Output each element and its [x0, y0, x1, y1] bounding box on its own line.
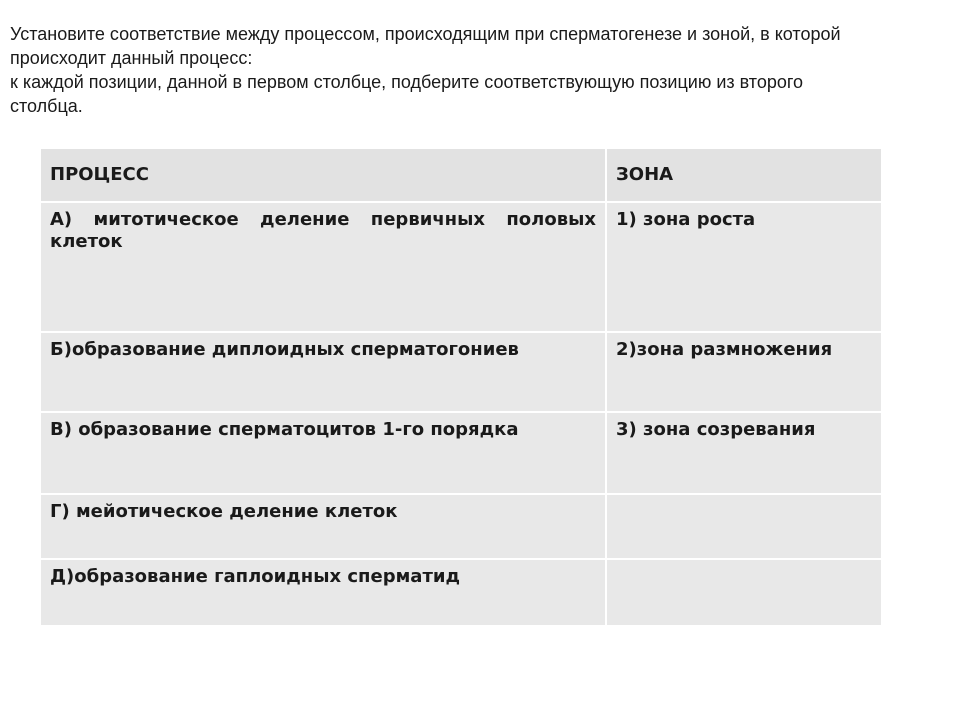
zone-cell-empty-4 — [607, 495, 881, 560]
zone-cell-2: 2)зона размножения — [607, 333, 881, 413]
matching-table — [41, 149, 881, 627]
task-line-1: Установите соответствие между процессом, происходящим при сперматогенезе и зоной, в которой — [10, 24, 841, 44]
process-cell-g: Г) мейотическое деление клеток — [41, 495, 607, 560]
process-cell-v: В) образование сперматоцитов 1-го порядка — [41, 413, 607, 495]
task-line-2: происходит данный процесс: — [10, 48, 253, 68]
zone-cell-1: 1) зона роста — [607, 203, 881, 333]
process-cell-b: Б)образование диплоидных сперматогониев — [41, 333, 607, 413]
process-cell-d: Д)образование гаплоидных сперматид — [41, 560, 607, 627]
task-line-3: к каждой позиции, данной в первом столбце, подберите соответствующую позицию из второго — [10, 72, 804, 92]
task-line-4: столбца. — [10, 96, 83, 116]
zone-cell-empty-5 — [607, 560, 881, 627]
task-instructions — [10, 22, 960, 118]
zone-cell-3: 3) зона созревания — [607, 413, 881, 495]
process-cell-a: А) митотическое деление первичных половых клеток — [41, 203, 607, 333]
header-zone: ЗОНА — [607, 149, 881, 203]
header-process: ПРОЦЕСС — [41, 149, 607, 203]
